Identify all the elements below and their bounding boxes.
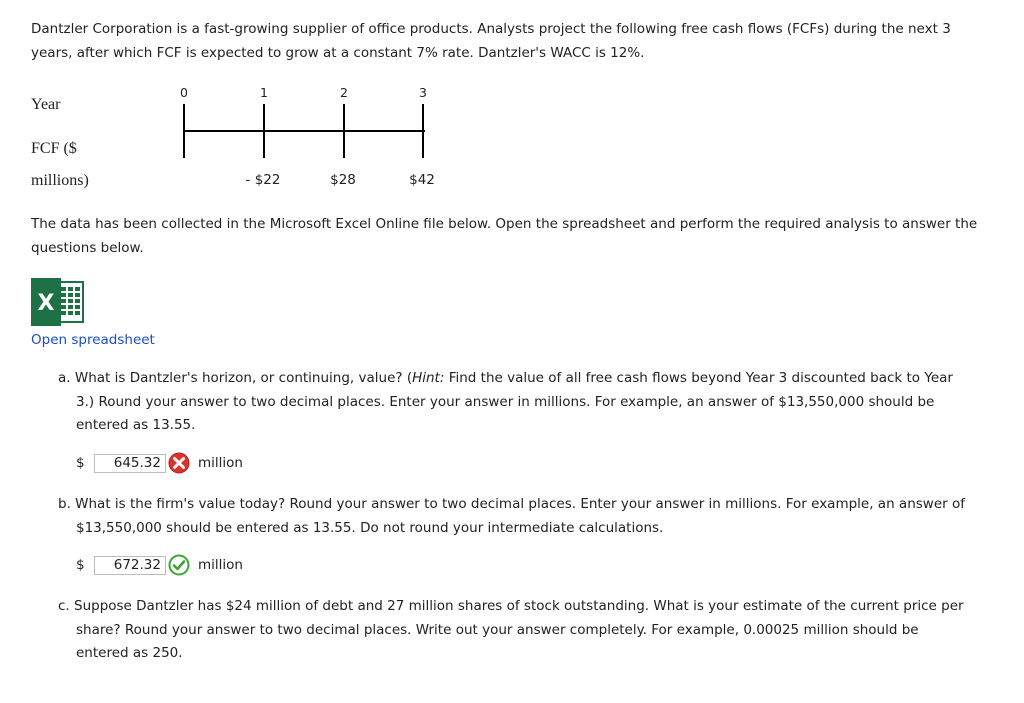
timeline-value-1: - $22 [245, 172, 281, 188]
timeline-year-1: 1 [260, 85, 268, 100]
answer-b-input[interactable]: 672.32 [94, 556, 166, 575]
timeline-tick-0 [183, 104, 185, 158]
question-b-line2: $13,550,000 should be entered as 13.55. Do not round your intermediate calculations. [76, 519, 664, 536]
timeline-tick-2 [343, 104, 345, 158]
answer-b-row [76, 554, 243, 576]
question-c-line2: share? Round your answer to two decimal places. Write out your answer completely. For example, 0.00025 million should be [76, 621, 919, 638]
question-a-line2: 3.) Round your answer to two decimal places. Enter your answer in millions. For example, an answer of $13,550,000 should be [76, 393, 935, 410]
timeline-value-3: $42 [409, 172, 435, 188]
answer-a-unit: million [198, 455, 243, 471]
correct-icon [168, 554, 190, 576]
timeline-axis [184, 130, 425, 132]
question-b [58, 493, 988, 540]
timeline-year-2: 2 [340, 85, 348, 100]
incorrect-icon [168, 452, 190, 474]
question-c-line3: entered as 250. [76, 645, 183, 661]
answer-a-row [76, 452, 243, 474]
question-c [58, 595, 988, 666]
answer-b-unit: million [198, 557, 243, 573]
excel-icon[interactable] [31, 278, 85, 326]
question-a-prefix: a. What is Dantzler's horizon, or continuing, value? ( [58, 370, 413, 386]
question-b-line1: b. What is the firm's value today? Round your answer to two decimal places. Enter your answer in millions. For example, an answer of [58, 496, 965, 512]
intro-text: Dantzler Corporation is a fast-growing supplier of office products. Analysts project the following free cash flows (FCFs) during the next 3 years, after which FCF is expected to grow at a constant 7% rate. Dantzler's WACC is 12%. [31, 21, 951, 61]
answer-a-input[interactable]: 645.32 [94, 454, 166, 473]
question-c-line1: c. Suppose Dantzler has $24 million of debt and 27 million shares of stock outstanding. What is your estimate of the current price per [58, 598, 964, 614]
year-label: Year [31, 96, 61, 113]
fcf-label-line1: FCF ($ [31, 140, 77, 157]
question-a-hint-label: Hint: [412, 370, 445, 386]
data-note: The data has been collected in the Microsoft Excel Online file below. Open the spreadsheet and perform the required analysis to answer the questions below. [31, 216, 978, 256]
question-a [58, 367, 988, 438]
question-a-text: Find the value of all free cash flows beyond Year 3 discounted back to Year [444, 370, 953, 386]
timeline-value-2: $28 [330, 172, 356, 188]
svg-text:X: X [37, 291, 55, 316]
timeline-tick-1 [263, 104, 265, 158]
timeline-year-0: 0 [180, 85, 188, 100]
answer-b-currency: $ [76, 557, 85, 573]
answer-a-currency: $ [76, 455, 85, 471]
fcf-label-line2: millions) [31, 172, 89, 189]
question-a-line3: entered as 13.55. [76, 417, 196, 433]
timeline-tick-3 [422, 104, 424, 158]
open-spreadsheet-link[interactable]: Open spreadsheet [31, 332, 155, 348]
timeline-year-3: 3 [419, 85, 427, 100]
